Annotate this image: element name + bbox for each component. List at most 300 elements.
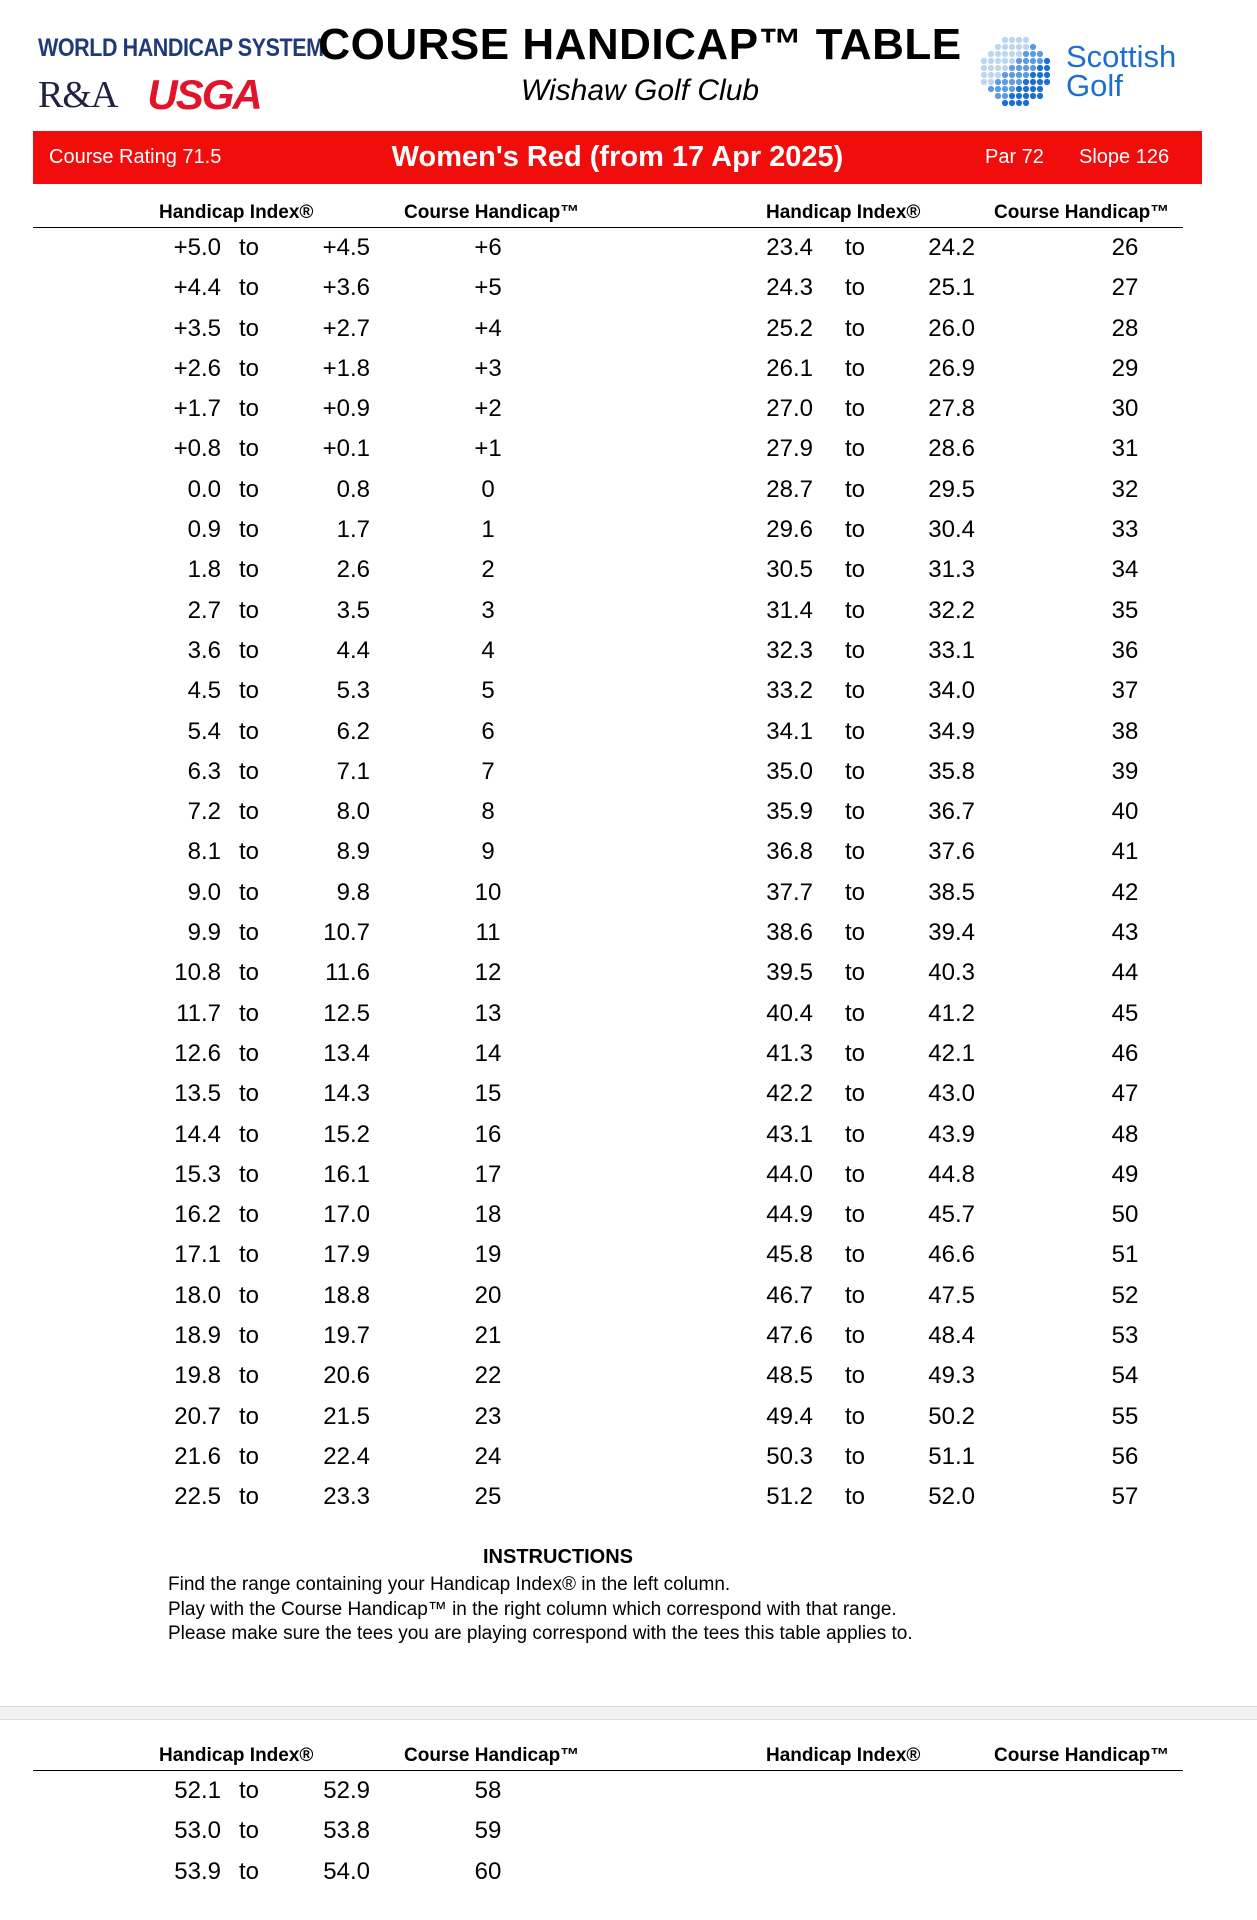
- course-handicap-left: 11: [475, 919, 501, 947]
- hi-from-left: 0.9: [187, 516, 221, 544]
- hi-to-left: +0.1: [322, 435, 370, 463]
- hi-from-right: 30.5: [766, 556, 813, 584]
- hi-to-right: 26.9: [928, 354, 975, 382]
- hi-from-right: 45.8: [766, 1241, 813, 1269]
- course-handicap-left: 2: [481, 556, 495, 584]
- instruction-line: Find the range containing your Handicap Index® in the left column.: [168, 1574, 731, 1595]
- to-left: to: [239, 798, 260, 826]
- course-handicap-left: 16: [474, 1120, 502, 1148]
- col-course-handicap-right: Course Handicap™: [994, 202, 1170, 223]
- hi-to-right: 38.5: [928, 878, 975, 906]
- hi-to-right: 25.1: [928, 274, 975, 302]
- hi-from-right: 24.3: [766, 274, 813, 302]
- to-left: to: [239, 717, 260, 745]
- to-right: to: [845, 959, 866, 987]
- hi-to-left: 5.3: [336, 677, 370, 705]
- to-right: to: [845, 1322, 866, 1350]
- hi-to-left: 3.5: [336, 596, 370, 624]
- table-row: [33, 671, 1183, 711]
- hi-to-left: 9.8: [336, 878, 370, 906]
- table-row: [33, 228, 1183, 268]
- to-left: to: [239, 1241, 260, 1269]
- hi-to-left: +1.8: [322, 354, 370, 382]
- hi-from-right: 38.6: [766, 919, 813, 947]
- table-row: [33, 429, 1183, 469]
- to-left: to: [239, 1857, 260, 1885]
- page-divider: [0, 1706, 1257, 1720]
- hi-from-left: 18.9: [174, 1322, 221, 1350]
- course-handicap-right: 39: [1111, 757, 1139, 785]
- to-right: to: [845, 435, 866, 463]
- scottish-golf-logo: [978, 34, 1198, 114]
- table-row: [33, 1397, 1183, 1437]
- to-right: to: [845, 677, 866, 705]
- hi-from-right: 25.2: [766, 314, 813, 342]
- course-handicap-left: 8: [481, 798, 495, 826]
- club-name: Wishaw Golf Club: [520, 74, 760, 107]
- course-handicap-right: 54: [1111, 1362, 1139, 1390]
- course-handicap-right: 31: [1111, 435, 1139, 463]
- course-handicap-left: 4: [481, 636, 495, 664]
- hi-to-left: 10.7: [323, 919, 370, 947]
- to-right: to: [845, 596, 866, 624]
- course-handicap-left: 3: [481, 596, 495, 624]
- hi-from-left: 7.2: [187, 798, 221, 826]
- hi-to-right: 50.2: [928, 1402, 975, 1430]
- hi-to-left: 15.2: [323, 1120, 370, 1148]
- to-left: to: [239, 234, 260, 261]
- to-right: to: [845, 314, 866, 342]
- table-row: [33, 752, 1183, 792]
- table-row: [33, 1356, 1183, 1396]
- course-handicap-left: 10: [474, 878, 502, 906]
- tee-banner: [33, 131, 1202, 184]
- hi-to-left: 17.0: [323, 1201, 370, 1229]
- to-right: to: [845, 1483, 866, 1511]
- hi-from-right: 35.0: [766, 757, 813, 785]
- hi-from-left: 13.5: [174, 1080, 221, 1108]
- hi-from-left: 14.4: [174, 1120, 221, 1148]
- hi-to-right: 28.6: [928, 435, 975, 463]
- to-left: to: [239, 1039, 260, 1067]
- hi-to-left: 23.3: [323, 1483, 370, 1511]
- table-row: [33, 873, 1183, 913]
- course-handicap-right: 53: [1111, 1322, 1139, 1350]
- hi-to-left: 11.6: [325, 959, 370, 987]
- course-handicap-right: 35: [1111, 596, 1139, 624]
- to-right: to: [845, 234, 866, 261]
- hi-from-left: 52.1: [174, 1777, 221, 1804]
- hi-to-right: 43.9: [928, 1120, 975, 1148]
- to-right: to: [845, 1402, 866, 1430]
- table-row: [33, 510, 1183, 550]
- course-handicap-right: 48: [1111, 1120, 1139, 1148]
- course-handicap-right: 57: [1111, 1483, 1139, 1511]
- hi-from-left: +4.4: [173, 274, 221, 302]
- to-right: to: [845, 1241, 866, 1269]
- to-left: to: [239, 314, 260, 342]
- hi-from-left: +1.7: [173, 395, 221, 423]
- to-left: to: [239, 435, 260, 463]
- to-left: to: [239, 274, 260, 302]
- hi-from-left: 2.7: [187, 596, 221, 624]
- course-handicap-right: 28: [1111, 314, 1139, 342]
- hi-from-right: 41.3: [766, 1039, 813, 1067]
- to-left: to: [239, 1160, 260, 1188]
- hi-to-right: 46.6: [928, 1241, 975, 1269]
- table-row: [33, 712, 1183, 752]
- course-handicap-left: +1: [474, 435, 502, 463]
- golf-ball-globe-icon: [978, 34, 1054, 110]
- table-row: [33, 1074, 1183, 1114]
- hi-to-right: 35.8: [928, 757, 975, 785]
- course-handicap-left: 20: [474, 1281, 502, 1309]
- course-handicap-right: 50: [1111, 1201, 1139, 1229]
- to-left: to: [239, 1442, 260, 1470]
- course-handicap-left: 24: [474, 1442, 502, 1470]
- to-right: to: [845, 757, 866, 785]
- to-left: to: [239, 1402, 260, 1430]
- par-value: Par 72: [985, 146, 1044, 168]
- hi-to-right: 44.8: [928, 1160, 975, 1188]
- hi-from-left: 15.3: [174, 1160, 221, 1188]
- hi-from-left: 11.7: [176, 999, 221, 1027]
- table-row: [33, 1811, 1183, 1851]
- to-right: to: [845, 354, 866, 382]
- hi-from-left: +2.6: [173, 354, 221, 382]
- to-left: to: [239, 636, 260, 664]
- hi-to-left: 13.4: [323, 1039, 370, 1067]
- hi-to-right: 29.5: [928, 475, 975, 503]
- table-row: [33, 1034, 1183, 1074]
- course-handicap-right: 27: [1111, 274, 1139, 302]
- to-left: to: [239, 1483, 260, 1511]
- instruction-line: Please make sure the tees you are playing correspond with the tees this table applies to.: [168, 1623, 913, 1644]
- hi-to-right: 43.0: [928, 1080, 975, 1108]
- hi-to-right: 45.7: [928, 1201, 975, 1229]
- to-left: to: [239, 878, 260, 906]
- hi-from-left: 22.5: [174, 1483, 221, 1511]
- hi-from-left: 8.1: [187, 838, 221, 866]
- hi-to-left: 7.1: [336, 757, 370, 785]
- course-handicap-left: 0: [481, 475, 495, 503]
- table-header: [33, 198, 1183, 228]
- course-handicap-right: 40: [1111, 798, 1139, 826]
- course-handicap-right: 44: [1111, 959, 1139, 987]
- course-handicap-left: 6: [481, 717, 495, 745]
- hi-to-left: 2.6: [336, 556, 370, 584]
- to-right: to: [845, 838, 866, 866]
- title-block: [300, 20, 980, 108]
- hi-from-right: 27.9: [766, 435, 813, 463]
- hi-from-left: 9.9: [187, 919, 221, 947]
- to-left: to: [239, 1817, 260, 1845]
- to-left: to: [239, 354, 260, 382]
- course-handicap-left: 5: [481, 677, 495, 705]
- to-right: to: [845, 1442, 866, 1470]
- table-row: [33, 389, 1183, 429]
- course-handicap-left: 22: [474, 1362, 502, 1390]
- to-left: to: [239, 1777, 260, 1804]
- handicap-table: [33, 198, 1183, 1518]
- hi-from-right: 26.1: [766, 354, 813, 382]
- hi-from-right: 37.7: [766, 878, 813, 906]
- hi-to-right: 48.4: [928, 1322, 975, 1350]
- table-row: [33, 591, 1183, 631]
- course-handicap-right: 55: [1111, 1402, 1139, 1430]
- to-right: to: [845, 475, 866, 503]
- hi-from-left: 18.0: [174, 1281, 221, 1309]
- hi-to-left: 53.8: [323, 1817, 370, 1845]
- hi-from-right: 32.3: [766, 636, 813, 664]
- whs-wordmark: WORLD HANDICAP SYSTEM: [38, 34, 324, 62]
- table-row: [33, 994, 1183, 1034]
- hi-from-right: 29.6: [766, 516, 813, 544]
- hi-to-left: 1.7: [336, 516, 370, 544]
- hi-to-right: 41.2: [928, 999, 975, 1027]
- hi-from-right: 34.1: [766, 717, 813, 745]
- col-handicap-index-right: Handicap Index®: [766, 1745, 921, 1766]
- to-right: to: [845, 919, 866, 947]
- hi-from-left: 4.5: [187, 677, 221, 705]
- to-left: to: [239, 516, 260, 544]
- course-handicap-right: 43: [1111, 919, 1139, 947]
- course-handicap-left: 15: [474, 1080, 502, 1108]
- instruction-line: Play with the Course Handicap™ in the right column which correspond with that range.: [168, 1598, 897, 1620]
- usga-logo: USGA: [147, 71, 261, 118]
- hi-to-right: 32.2: [928, 596, 975, 624]
- page-title: COURSE HANDICAP™ TABLE: [318, 20, 962, 69]
- hi-from-right: 49.4: [766, 1402, 813, 1430]
- to-left: to: [239, 596, 260, 624]
- to-right: to: [845, 1039, 866, 1067]
- to-right: to: [845, 1201, 866, 1229]
- course-handicap-right: 38: [1111, 717, 1139, 745]
- to-right: to: [845, 395, 866, 423]
- table-row: [33, 631, 1183, 671]
- hi-to-left: 21.5: [323, 1402, 370, 1430]
- to-right: to: [845, 1120, 866, 1148]
- table-row: [33, 1235, 1183, 1275]
- hi-from-left: 6.3: [187, 757, 221, 785]
- table-row: [33, 1195, 1183, 1235]
- table-row: [33, 1852, 1183, 1892]
- hi-from-left: 53.9: [174, 1857, 221, 1885]
- course-handicap-right: 26: [1111, 234, 1139, 261]
- hi-from-right: 28.7: [766, 475, 813, 503]
- to-left: to: [239, 919, 260, 947]
- table-row: [33, 913, 1183, 953]
- course-handicap-left: 23: [474, 1402, 502, 1430]
- hi-from-left: 12.6: [174, 1039, 221, 1067]
- hi-to-left: 12.5: [323, 999, 370, 1027]
- course-handicap-left: +5: [474, 274, 502, 302]
- slope-value: Slope 126: [1079, 146, 1170, 168]
- hi-from-right: 47.6: [766, 1322, 813, 1350]
- hi-from-right: 33.2: [766, 677, 813, 705]
- hi-from-left: 21.6: [174, 1442, 221, 1470]
- to-left: to: [239, 1080, 260, 1108]
- course-handicap-right: 32: [1111, 475, 1139, 503]
- hi-to-left: 17.9: [323, 1241, 370, 1269]
- course-handicap-right: 29: [1111, 354, 1139, 382]
- hi-to-left: 8.0: [336, 798, 370, 826]
- to-right: to: [845, 274, 866, 302]
- hi-from-right: 50.3: [766, 1442, 813, 1470]
- course-handicap-left: +3: [474, 354, 502, 382]
- course-handicap-left: 18: [474, 1201, 502, 1229]
- table-row: [33, 792, 1183, 832]
- hi-to-right: 31.3: [928, 556, 975, 584]
- hi-to-left: 22.4: [323, 1442, 370, 1470]
- to-right: to: [845, 1281, 866, 1309]
- course-handicap-right: 46: [1111, 1039, 1139, 1067]
- hi-from-right: 23.4: [766, 234, 813, 261]
- course-handicap-right: 37: [1111, 677, 1139, 705]
- hi-to-right: 51.1: [928, 1442, 975, 1470]
- hi-to-right: 24.2: [928, 234, 975, 261]
- hi-to-left: +2.7: [322, 314, 370, 342]
- hi-to-left: 19.7: [323, 1322, 370, 1350]
- to-right: to: [845, 999, 866, 1027]
- table-row: [33, 1316, 1183, 1356]
- hi-to-left: +0.9: [322, 395, 370, 423]
- course-handicap-right: 41: [1111, 838, 1139, 866]
- course-handicap-left: 9: [481, 838, 495, 866]
- instructions: [168, 1546, 1168, 1647]
- to-left: to: [239, 1120, 260, 1148]
- col-handicap-index-right: Handicap Index®: [766, 202, 921, 223]
- hi-to-right: 37.6: [928, 838, 975, 866]
- to-right: to: [845, 556, 866, 584]
- course-handicap-right: 34: [1111, 556, 1139, 584]
- hi-to-right: 36.7: [928, 798, 975, 826]
- to-right: to: [845, 1362, 866, 1390]
- hi-to-left: 8.9: [336, 838, 370, 866]
- course-handicap-left: 17: [474, 1160, 502, 1188]
- hi-from-left: 10.8: [174, 959, 221, 987]
- hi-from-left: 16.2: [174, 1201, 221, 1229]
- hi-to-left: +4.5: [322, 234, 370, 261]
- course-handicap-right: 30: [1111, 395, 1139, 423]
- to-left: to: [239, 556, 260, 584]
- to-right: to: [845, 798, 866, 826]
- hi-from-left: +5.0: [173, 234, 221, 261]
- hi-to-left: 0.8: [336, 475, 370, 503]
- hi-from-right: 46.7: [766, 1281, 813, 1309]
- hi-to-right: 39.4: [928, 919, 975, 947]
- hi-from-right: 35.9: [766, 798, 813, 826]
- course-handicap-left: 60: [474, 1857, 502, 1885]
- hi-from-right: 43.1: [766, 1120, 813, 1148]
- table-row: [33, 550, 1183, 590]
- course-rating: Course Rating 71.5: [49, 146, 222, 168]
- scottish-golf-line1: Scottish: [1066, 39, 1177, 74]
- col-course-handicap-left: Course Handicap™: [404, 1745, 580, 1766]
- course-handicap-left: +4: [474, 314, 502, 342]
- hi-to-right: 52.0: [928, 1483, 975, 1511]
- hi-to-left: 16.1: [323, 1160, 370, 1188]
- course-handicap-left: 12: [474, 959, 502, 987]
- course-handicap-left: 7: [481, 757, 495, 785]
- course-handicap-right: 33: [1111, 516, 1139, 544]
- table-row: [33, 309, 1183, 349]
- course-handicap-left: 14: [474, 1039, 502, 1067]
- hi-from-right: 40.4: [766, 999, 813, 1027]
- hi-to-right: 34.9: [928, 717, 975, 745]
- hi-from-left: +3.5: [173, 314, 221, 342]
- hi-from-left: 0.0: [187, 475, 221, 503]
- table-header: [33, 1741, 1183, 1771]
- hi-from-left: 1.8: [187, 556, 221, 584]
- hi-from-right: 42.2: [766, 1080, 813, 1108]
- hi-to-right: 30.4: [928, 516, 975, 544]
- hi-from-right: 44.0: [766, 1160, 813, 1188]
- to-right: to: [845, 516, 866, 544]
- hi-to-right: 47.5: [928, 1281, 975, 1309]
- to-right: to: [845, 878, 866, 906]
- table-row: [33, 470, 1183, 510]
- table-row: [33, 1115, 1183, 1155]
- hi-from-left: 53.0: [174, 1817, 221, 1845]
- hi-from-left: 20.7: [174, 1402, 221, 1430]
- hi-to-left: +3.6: [322, 274, 370, 302]
- hi-from-left: 3.6: [187, 636, 221, 664]
- table-row: [33, 953, 1183, 993]
- course-handicap-left: 59: [474, 1817, 502, 1845]
- hi-from-right: 27.0: [766, 395, 813, 423]
- hi-to-left: 6.2: [336, 717, 370, 745]
- to-left: to: [239, 838, 260, 866]
- hi-to-left: 14.3: [323, 1080, 370, 1108]
- table-row: [33, 349, 1183, 389]
- col-handicap-index-left: Handicap Index®: [159, 202, 314, 223]
- table-row: [33, 1276, 1183, 1316]
- to-left: to: [239, 1201, 260, 1229]
- to-left: to: [239, 959, 260, 987]
- course-handicap-left: +6: [474, 234, 502, 261]
- to-left: to: [239, 1281, 260, 1309]
- to-left: to: [239, 475, 260, 503]
- course-handicap-right: 49: [1111, 1160, 1139, 1188]
- hi-to-left: 18.8: [323, 1281, 370, 1309]
- to-left: to: [239, 677, 260, 705]
- course-handicap-right: 56: [1111, 1442, 1139, 1470]
- hi-from-left: +0.8: [173, 435, 221, 463]
- hi-to-left: 4.4: [336, 636, 370, 664]
- course-handicap-right: 36: [1111, 636, 1139, 664]
- table-row: [33, 1437, 1183, 1477]
- hi-from-right: 51.2: [766, 1483, 813, 1511]
- hi-from-left: 5.4: [187, 717, 221, 745]
- to-left: to: [239, 999, 260, 1027]
- randa-logo: R&A: [38, 74, 118, 116]
- course-handicap-right: 52: [1111, 1281, 1139, 1309]
- hi-to-right: 33.1: [928, 636, 975, 664]
- course-handicap-left: +2: [474, 395, 502, 423]
- scottish-golf-line2: Golf: [1066, 68, 1123, 103]
- world-handicap-system-logo: [38, 34, 324, 120]
- course-handicap-right: 47: [1111, 1080, 1139, 1108]
- tee-title: Women's Red (from 17 Apr 2025): [391, 141, 844, 173]
- col-handicap-index-left: Handicap Index®: [159, 1745, 314, 1766]
- hi-to-right: 49.3: [928, 1362, 975, 1390]
- hi-to-left: 20.6: [323, 1362, 370, 1390]
- to-left: to: [239, 757, 260, 785]
- hi-from-right: 36.8: [766, 838, 813, 866]
- table-row: [33, 1477, 1183, 1517]
- table-row: [33, 268, 1183, 308]
